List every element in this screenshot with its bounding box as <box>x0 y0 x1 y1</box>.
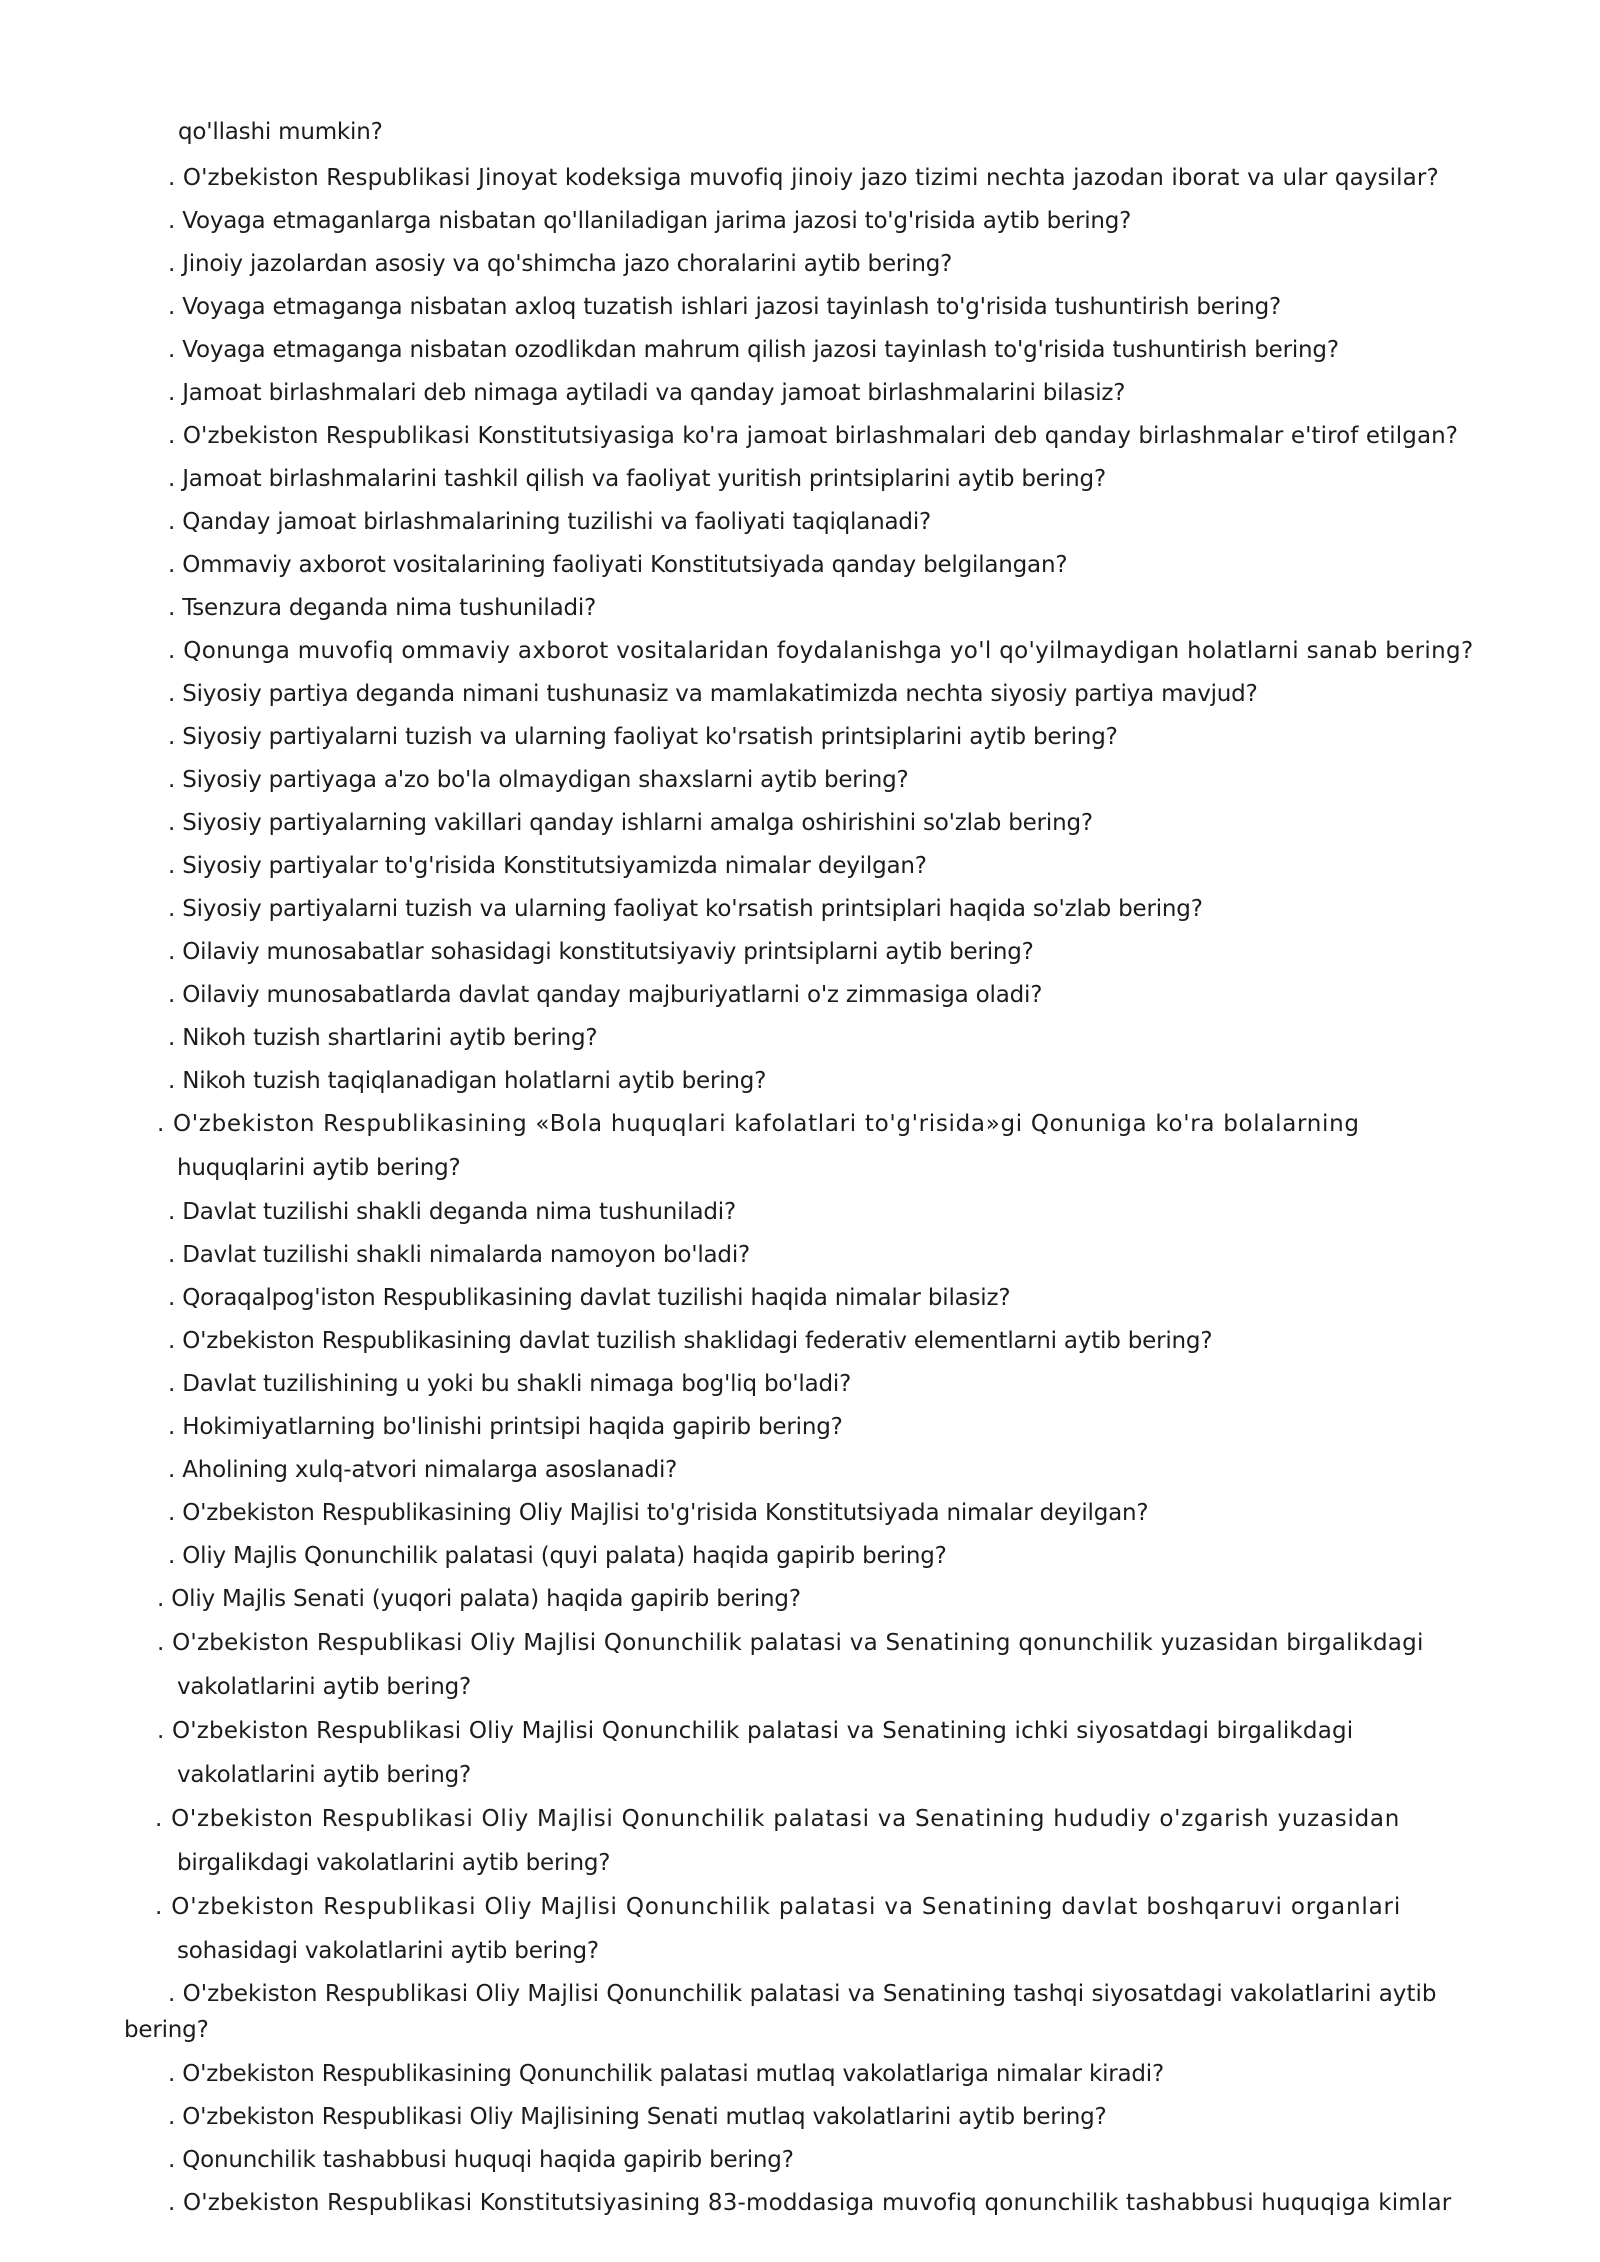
question-line: . Tsenzura deganda nima tushuniladi? <box>168 595 597 621</box>
question-line: . Qonunga muvofiq ommaviy axborot vositalaridan foydalanishga yo'l qo'yilmaydigan holatlarni sanab bering? <box>168 638 1474 664</box>
question-line: . O'zbekiston Respublikasi Oliy Majlisi Qonunchilik palatasi va Senatining davlat boshqaruvi organlari <box>155 1894 1402 1920</box>
question-line: . Qanday jamoat birlashmalarining tuzilishi va faoliyati taqiqlanadi? <box>168 509 932 535</box>
question-line: . Jamoat birlashmalarini tashkil qilish va faoliyat yuritish printsiplarini aytib bering? <box>168 466 1106 492</box>
question-line: . O'zbekiston Respublikasining Oliy Majlisi to'g'risida Konstitutsiyada nimalar deyilgan? <box>168 1500 1149 1526</box>
question-line: . Siyosiy partiya deganda nimani tushunasiz va mamlakatimizda nechta siyosiy partiya mavjud? <box>168 681 1258 707</box>
question-line: . Siyosiy partiyalarni tuzish va ularning faoliyat ko'rsatish printsiplarini aytib bering? <box>168 724 1118 750</box>
question-line: . Oliy Majlis Qonunchilik palatasi (quyi palata) haqida gapirib bering? <box>168 1543 947 1569</box>
question-line: . O'zbekiston Respublikasi Konstitutsiyasining 83-moddasiga muvofiq qonunchilik tashabbusi huquqiga kimlar <box>168 2190 1452 2216</box>
question-line: . Davlat tuzilishi shakli nimalarda namoyon bo'ladi? <box>168 1242 751 1268</box>
question-continuation-line: birgalikdagi vakolatlarini aytib bering? <box>177 1850 611 1876</box>
question-line: . O'zbekiston Respublikasi Konstitutsiyasiga ko'ra jamoat birlashmalari deb qanday birlashmalar e'tirof etilgan? <box>168 423 1459 449</box>
question-line: . O'zbekiston Respublikasi Oliy Majlisi Qonunchilik palatasi va Senatining hududiy o'zgarish yuzasidan <box>155 1806 1401 1832</box>
question-continuation-line: bering? <box>124 2017 209 2043</box>
question-line: . Siyosiy partiyalar to'g'risida Konstitutsiyamizda nimalar deyilgan? <box>168 853 927 879</box>
question-line: . O'zbekiston Respublikasi Oliy Majlisi Qonunchilik palatasi va Senatining ichki siyosatdagi birgalikdagi <box>157 1718 1354 1744</box>
question-line: . Ommaviy axborot vositalarining faoliyati Konstitutsiyada qanday belgilangan? <box>168 552 1068 578</box>
question-line: . Aholining xulq-atvori nimalarga asoslanadi? <box>168 1457 678 1483</box>
question-continuation-line: qo'llashi mumkin? <box>178 119 383 145</box>
question-line: . Qoraqalpog'iston Respublikasining davlat tuzilishi haqida nimalar bilasiz? <box>168 1285 1011 1311</box>
question-line: . Davlat tuzilishi shakli deganda nima tushuniladi? <box>168 1199 737 1225</box>
question-continuation-line: huquqlarini aytib bering? <box>177 1155 461 1181</box>
question-continuation-line: vakolatlarini aytib bering? <box>177 1762 471 1788</box>
question-line: . Voyaga etmaganga nisbatan axloq tuzatish ishlari jazosi tayinlash to'g'risida tushuntirish bering? <box>168 294 1281 320</box>
question-line: . Nikoh tuzish shartlarini aytib bering? <box>168 1025 598 1051</box>
question-line: . Oliy Majlis Senati (yuqori palata) haqida gapirib bering? <box>157 1586 801 1612</box>
question-line: . Oilaviy munosabatlarda davlat qanday majburiyatlarni o'z zimmasiga oladi? <box>168 982 1043 1008</box>
question-line: . Siyosiy partiyalarning vakillari qanday ishlarni amalga oshirishini so'zlab bering? <box>168 810 1093 836</box>
question-line: . Jamoat birlashmalari deb nimaga aytiladi va qanday jamoat birlashmalarini bilasiz? <box>168 380 1126 406</box>
question-line: . O'zbekiston Respublikasining davlat tuzilish shaklidagi federativ elementlarni aytib bering? <box>168 1328 1213 1354</box>
question-line: . O'zbekiston Respublikasi Oliy Majlisi Qonunchilik palatasi va Senatining qonunchilik yuzasidan birgalikdagi <box>157 1630 1424 1656</box>
question-continuation-line: vakolatlarini aytib bering? <box>177 1674 471 1700</box>
question-line: . O'zbekiston Respublikasining «Bola huquqlari kafolatlari to'g'risida»gi Qonuniga ko'ra bolalarning <box>157 1111 1360 1137</box>
question-line: . O'zbekiston Respublikasi Jinoyat kodeksiga muvofiq jinoiy jazo tizimi nechta jazodan iborat va ular qaysilar? <box>168 165 1439 191</box>
question-line: . Siyosiy partiyaga a'zo bo'la olmaydigan shaxslarni aytib bering? <box>168 767 909 793</box>
question-line: . Davlat tuzilishining u yoki bu shakli nimaga bog'liq bo'ladi? <box>168 1371 852 1397</box>
question-line: . Nikoh tuzish taqiqlanadigan holatlarni aytib bering? <box>168 1068 767 1094</box>
question-line: . Siyosiy partiyalarni tuzish va ularning faoliyat ko'rsatish printsiplari haqida so'zlab bering? <box>168 896 1203 922</box>
question-line: . O'zbekiston Respublikasi Oliy Majlisining Senati mutlaq vakolatlarini aytib bering? <box>168 2104 1107 2130</box>
question-line: . O'zbekiston Respublikasining Qonunchilik palatasi mutlaq vakolatlariga nimalar kiradi? <box>168 2061 1165 2087</box>
question-line: . Hokimiyatlarning bo'linishi printsipi haqida gapirib bering? <box>168 1414 843 1440</box>
question-line: . Qonunchilik tashabbusi huquqi haqida gapirib bering? <box>168 2147 794 2173</box>
question-line: . Voyaga etmaganlarga nisbatan qo'llaniladigan jarima jazosi to'g'risida aytib bering? <box>168 208 1132 234</box>
question-line: . O'zbekiston Respublikasi Oliy Majlisi Qonunchilik palatasi va Senatining tashqi siyosatdagi vakolatlarini aytib <box>168 1981 1437 2007</box>
question-continuation-line: sohasidagi vakolatlarini aytib bering? <box>177 1938 599 1964</box>
question-line: . Oilaviy munosabatlar sohasidagi konstitutsiyaviy printsiplarni aytib bering? <box>168 939 1034 965</box>
question-line: . Jinoiy jazolardan asosiy va qo'shimcha jazo choralarini aytib bering? <box>168 251 953 277</box>
question-line: . Voyaga etmaganga nisbatan ozodlikdan mahrum qilish jazosi tayinlash to'g'risida tushuntirish bering? <box>168 337 1339 363</box>
